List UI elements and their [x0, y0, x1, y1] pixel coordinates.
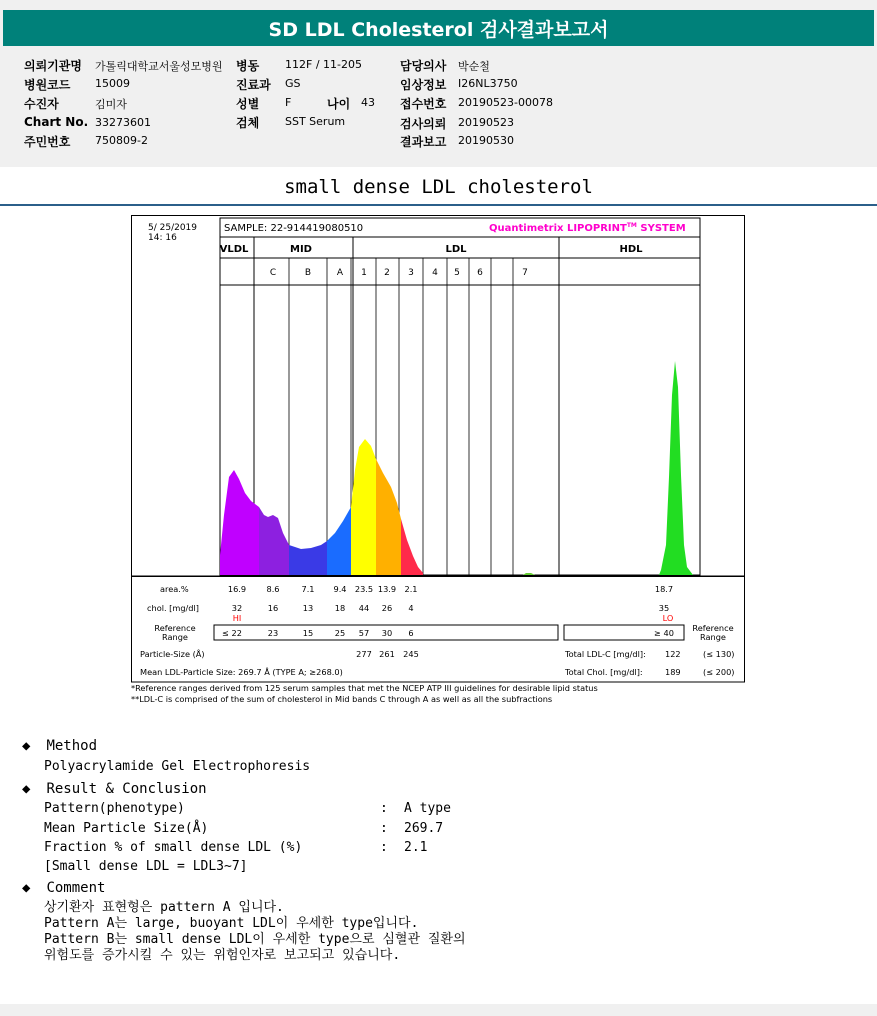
diamond-icon: ◆: [22, 781, 31, 797]
field-value: F: [285, 96, 292, 109]
result-value: A type: [404, 801, 451, 816]
result-note: [Small dense LDL = LDL3~7]: [44, 859, 248, 874]
system-name: Quantimetrix LIPOPRINT™ SYSTEM: [489, 222, 686, 234]
ref-value: 57: [358, 628, 370, 638]
group-label: VLDL: [219, 244, 249, 255]
result-value: 269.7: [404, 821, 444, 836]
field-value: 33273601: [95, 116, 151, 129]
lipoprint-report: [131, 215, 745, 683]
total-chol-value: 189: [665, 667, 681, 677]
result-sep: :: [380, 821, 388, 836]
ref-value: 30: [381, 628, 393, 638]
footer-band: [0, 1004, 877, 1016]
chol-value: 18: [334, 603, 346, 613]
comment-heading: ◆ Comment: [22, 880, 106, 896]
field-value: 750809-2: [95, 134, 148, 147]
diamond-icon: ◆: [22, 738, 31, 754]
field-label: 검체: [236, 116, 260, 130]
field-value: 박순철: [458, 60, 490, 73]
result-label: Pattern(phenotype): [44, 801, 185, 816]
field-label: 병원코드: [24, 78, 71, 92]
report-title: SD LDL Cholesterol 검사결과보고서: [3, 10, 874, 46]
field-label: 주민번호: [24, 135, 71, 149]
result-label: Fraction % of small dense LDL (%): [44, 840, 303, 855]
band-label: 6: [477, 268, 483, 278]
total-chol-label: Total Chol. [mg/dl]:: [565, 667, 643, 677]
field-value: 김미자: [95, 98, 127, 111]
ref-value: 15: [302, 628, 314, 638]
area-value: 2.1: [404, 584, 418, 594]
area-value: 13.9: [377, 584, 397, 594]
field-label: 담당의사: [400, 59, 447, 73]
report-date: 5/ 25/2019: [148, 223, 198, 233]
area-value: 9.4: [333, 584, 347, 594]
area-value: 23.5: [354, 584, 374, 594]
band-label: 2: [384, 268, 390, 278]
comment-line: 위험도를 증가시킬 수 있는 위험인자로 보고되고 있습니다.: [44, 948, 401, 963]
band-label: A: [336, 268, 344, 278]
footnote-1: *Reference ranges derived from 125 serum samples that met the NCEP ATP III guidelines for desirable lipid status: [131, 683, 598, 693]
chol-value: 13: [302, 603, 314, 613]
band-label: 3: [408, 268, 414, 278]
field-label: 진료과: [236, 78, 271, 92]
mean-size: Mean LDL-Particle Size: 269.7 Å (TYPE A; ≥268.0): [140, 667, 343, 677]
band-label: 4: [432, 268, 438, 278]
field-label: 병동: [236, 59, 260, 73]
field-value: GS: [285, 77, 301, 90]
group-label: LDL: [445, 244, 467, 255]
field-label: 수진자: [24, 97, 59, 111]
field-label: 성별: [236, 97, 260, 111]
result-heading: ◆ Result & Conclusion: [22, 781, 207, 797]
chol-value: 44: [358, 603, 370, 613]
total-ldl-value: 122: [665, 649, 681, 659]
field-value: 20190523-00078: [458, 96, 553, 109]
band-label: B: [304, 268, 312, 278]
chol-value: 32: [231, 603, 243, 613]
field-label: 접수번호: [400, 97, 447, 111]
field-value: 15009: [95, 77, 130, 90]
comment-line: 상기환자 표현형은 pattern A 입니다.: [44, 900, 284, 915]
total-ldl-ref: (≤ 130): [703, 649, 735, 659]
field-label: Chart No.: [24, 115, 89, 129]
particle-size-value: 245: [403, 649, 419, 659]
area-value: 7.1: [301, 584, 315, 594]
field-label: 결과보고: [400, 135, 447, 149]
band-label: 7: [522, 268, 528, 278]
field-value: 20190530: [458, 134, 514, 147]
ref-value: 23: [267, 628, 279, 638]
chol-value: 16: [267, 603, 279, 613]
ref-value: ≥ 40: [654, 628, 674, 638]
ref-value: ≤ 22: [222, 628, 242, 638]
field-value: 112F / 11-205: [285, 58, 362, 71]
area-value: 18.7: [654, 584, 674, 594]
comment-line: Pattern A는 large, buoyant LDL이 우세한 type입니다.: [44, 916, 419, 931]
method-heading: ◆ Method: [22, 738, 98, 754]
particle-size-label: Particle-Size (Å): [140, 649, 205, 659]
field-value: 43: [361, 96, 375, 109]
ref-label: Range: [162, 632, 188, 642]
diamond-icon: ◆: [22, 880, 31, 896]
chol-value: 26: [381, 603, 393, 613]
area-value: 16.9: [227, 584, 247, 594]
particle-size-value: 277: [356, 649, 372, 659]
total-chol-ref: (≤ 200): [703, 667, 735, 677]
comment-line: Pattern B는 small dense LDL이 우세한 type으로 심혈관 질환의: [44, 932, 466, 947]
ref-value: 6: [408, 628, 414, 638]
chol-label: chol. [mg/dl]: [147, 603, 199, 613]
area-value: 8.6: [266, 584, 280, 594]
area-label: area.%: [160, 584, 189, 594]
band-label: 5: [454, 268, 460, 278]
chol-value: 35: [658, 603, 670, 613]
sample-id: SAMPLE: 22-914419080510: [224, 223, 364, 234]
group-label: MID: [290, 244, 312, 255]
field-value: SST Serum: [285, 115, 346, 128]
particle-size-value: 261: [379, 649, 395, 659]
footnote-2: **LDL-C is comprised of the sum of cholesterol in Mid bands C through A as well as all the subfractions: [131, 694, 553, 704]
lo-flag: LO: [662, 613, 674, 623]
result-sep: :: [380, 840, 388, 855]
band-label: 1: [361, 268, 367, 278]
ref-label: Reference: [692, 623, 734, 633]
field-label: 의뢰기관명: [24, 59, 82, 73]
result-sep: :: [380, 801, 388, 816]
method-text: Polyacrylamide Gel Electrophoresis: [44, 759, 311, 774]
ref-label: Reference: [154, 623, 196, 633]
report-time: 14: 16: [148, 233, 177, 243]
result-value: 2.1: [404, 840, 428, 855]
section-title: small dense LDL cholesterol: [0, 168, 877, 206]
band-label: C: [269, 268, 277, 278]
ref-value: 25: [334, 628, 346, 638]
field-label: 검사의뢰: [400, 117, 447, 131]
result-label: Mean Particle Size(Å): [44, 821, 209, 836]
field-value: 가톨릭대학교서울성모병원: [95, 60, 223, 73]
total-ldl-label: Total LDL-C [mg/dl]:: [565, 649, 646, 659]
ref-label: Range: [700, 632, 726, 642]
field-label: 임상정보: [400, 78, 447, 92]
hi-flag: HI: [232, 613, 242, 623]
group-label: HDL: [619, 244, 643, 255]
field-label: 나이: [327, 97, 351, 111]
chol-value: 4: [408, 603, 414, 613]
result-table: [131, 576, 745, 682]
field-value: I26NL3750: [458, 77, 518, 90]
field-value: 20190523: [458, 116, 514, 129]
